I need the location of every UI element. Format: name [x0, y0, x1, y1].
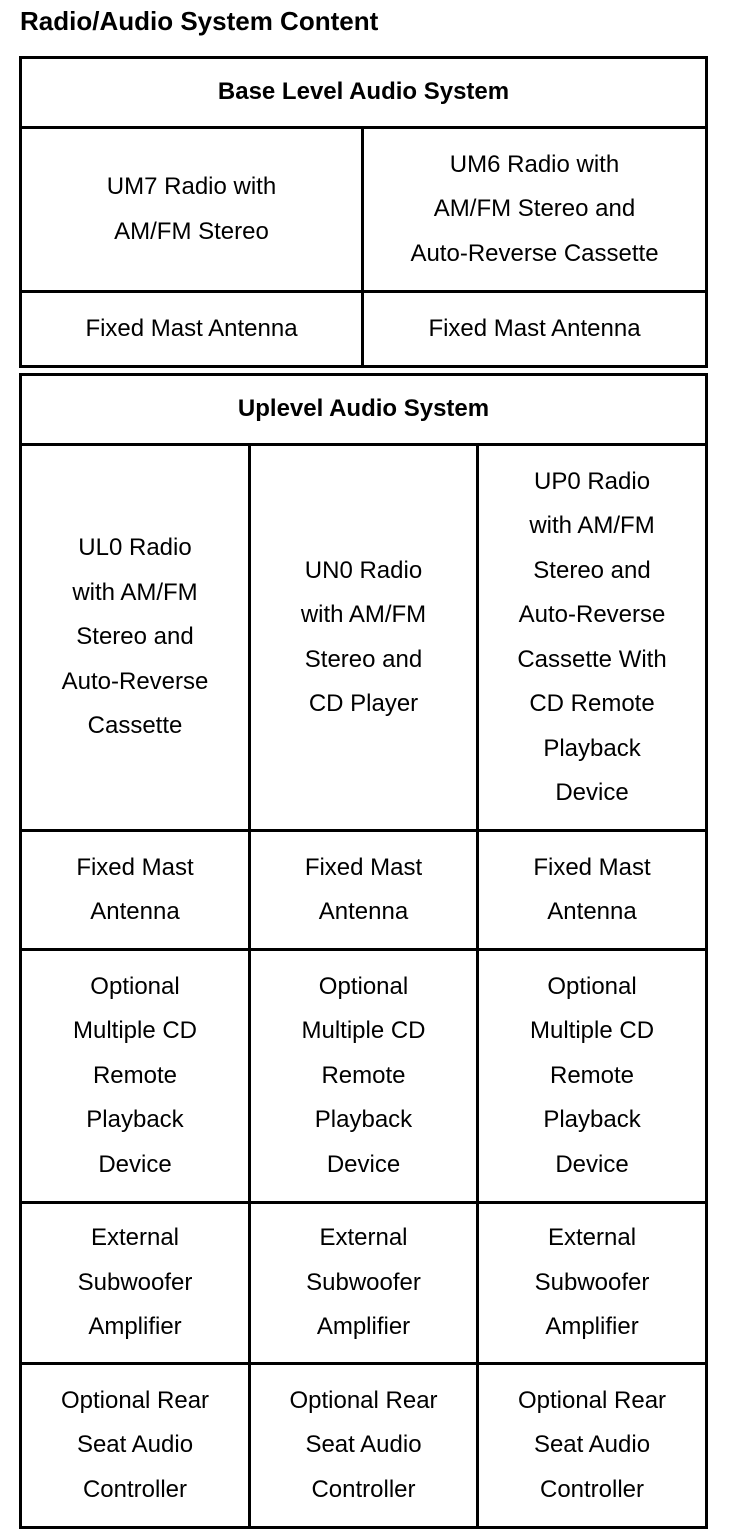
base-level-audio-table: [19, 56, 708, 368]
um7-radio-cell: UM7 Radio with AM/FM Stereo: [21, 128, 363, 292]
table-row: [21, 445, 707, 831]
rear-seat-audio-cell: Optional Rear Seat Audio Controller: [21, 1364, 250, 1528]
subwoofer-cell: External Subwoofer Amplifier: [21, 1203, 250, 1364]
subwoofer-cell: External Subwoofer Amplifier: [250, 1203, 478, 1364]
antenna-cell: Fixed Mast Antenna: [250, 831, 478, 950]
rear-seat-audio-cell: Optional Rear Seat Audio Controller: [250, 1364, 478, 1528]
rear-seat-audio-cell: Optional Rear Seat Audio Controller: [478, 1364, 707, 1528]
table-row: [21, 128, 707, 292]
cd-playback-cell: Optional Multiple CD Remote Playback Device: [21, 950, 250, 1203]
table-row: [21, 950, 707, 1203]
antenna-cell: Fixed Mast Antenna: [21, 831, 250, 950]
table-row: [21, 292, 707, 367]
antenna-cell: Fixed Mast Antenna: [478, 831, 707, 950]
table-header-row: [21, 58, 707, 128]
antenna-cell: Fixed Mast Antenna: [363, 292, 707, 367]
up0-radio-cell: UP0 Radio with AM/FM Stereo and Auto-Reverse Cassette With CD Remote Playback Device: [478, 445, 707, 831]
un0-radio-cell: UN0 Radio with AM/FM Stereo and CD Player: [250, 445, 478, 831]
um6-radio-cell: UM6 Radio with AM/FM Stereo and Auto-Reverse Cassette: [363, 128, 707, 292]
table-row: [21, 831, 707, 950]
ul0-radio-cell: UL0 Radio with AM/FM Stereo and Auto-Reverse Cassette: [21, 445, 250, 831]
subwoofer-cell: External Subwoofer Amplifier: [478, 1203, 707, 1364]
table-row: [21, 1203, 707, 1364]
antenna-cell: Fixed Mast Antenna: [21, 292, 363, 367]
uplevel-heading: Uplevel Audio System: [21, 375, 707, 445]
cd-playback-cell: Optional Multiple CD Remote Playback Device: [478, 950, 707, 1203]
base-level-heading: Base Level Audio System: [21, 58, 707, 128]
uplevel-audio-table: [19, 373, 708, 1529]
document-title: Radio/Audio System Content: [20, 6, 379, 36]
table-header-row: [21, 375, 707, 445]
table-row: [21, 1364, 707, 1528]
cd-playback-cell: Optional Multiple CD Remote Playback Device: [250, 950, 478, 1203]
